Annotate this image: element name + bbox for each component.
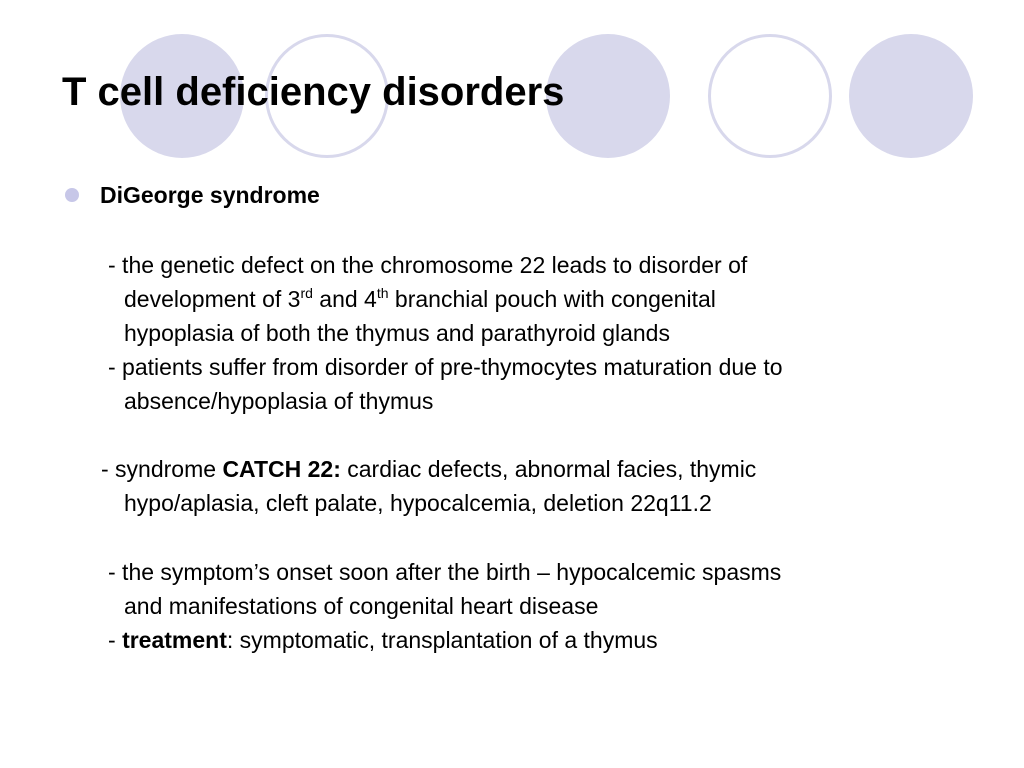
text-line: absence/hypoplasia of thymus bbox=[124, 388, 434, 414]
text-line: - the symptom’s onset soon after the birth – hypocalcemic spasms bbox=[108, 559, 782, 585]
bullet-heading: DiGeorge syndrome bbox=[100, 182, 320, 208]
text-span: branchial pouch with congenital bbox=[388, 286, 716, 312]
bullet-icon bbox=[65, 188, 79, 202]
text-span: development of 3 bbox=[124, 286, 301, 312]
text-line: hypoplasia of both the thymus and parathyroid glands bbox=[124, 320, 670, 346]
text-span: : symptomatic, transplantation of a thymus bbox=[226, 627, 658, 653]
text-line: - the genetic defect on the chromosome 22 leads to disorder of bbox=[108, 252, 748, 278]
decorative-circle-filled bbox=[849, 34, 973, 158]
treatment-label: treatment bbox=[122, 627, 227, 653]
text-span: - syndrome bbox=[101, 456, 223, 482]
text-line: and manifestations of congenital heart disease bbox=[124, 593, 599, 619]
text-line: - patients suffer from disorder of pre-thymocytes maturation due to bbox=[108, 354, 783, 380]
slide-title: T cell deficiency disorders bbox=[62, 70, 565, 114]
text-span: and 4 bbox=[312, 286, 377, 312]
catch-22-label: CATCH 22: bbox=[222, 456, 341, 482]
text-line bbox=[124, 285, 716, 313]
text-line bbox=[108, 626, 658, 654]
text-span: cardiac defects, abnormal facies, thymic bbox=[340, 456, 757, 482]
text-span: - bbox=[108, 627, 123, 653]
superscript: th bbox=[376, 285, 389, 301]
text-line bbox=[101, 455, 756, 483]
superscript: rd bbox=[300, 285, 313, 301]
text-line: hypo/aplasia, cleft palate, hypocalcemia, deletion 22q11.2 bbox=[124, 490, 712, 516]
decorative-circle-outline bbox=[708, 34, 832, 158]
decorative-circle-filled bbox=[546, 34, 670, 158]
